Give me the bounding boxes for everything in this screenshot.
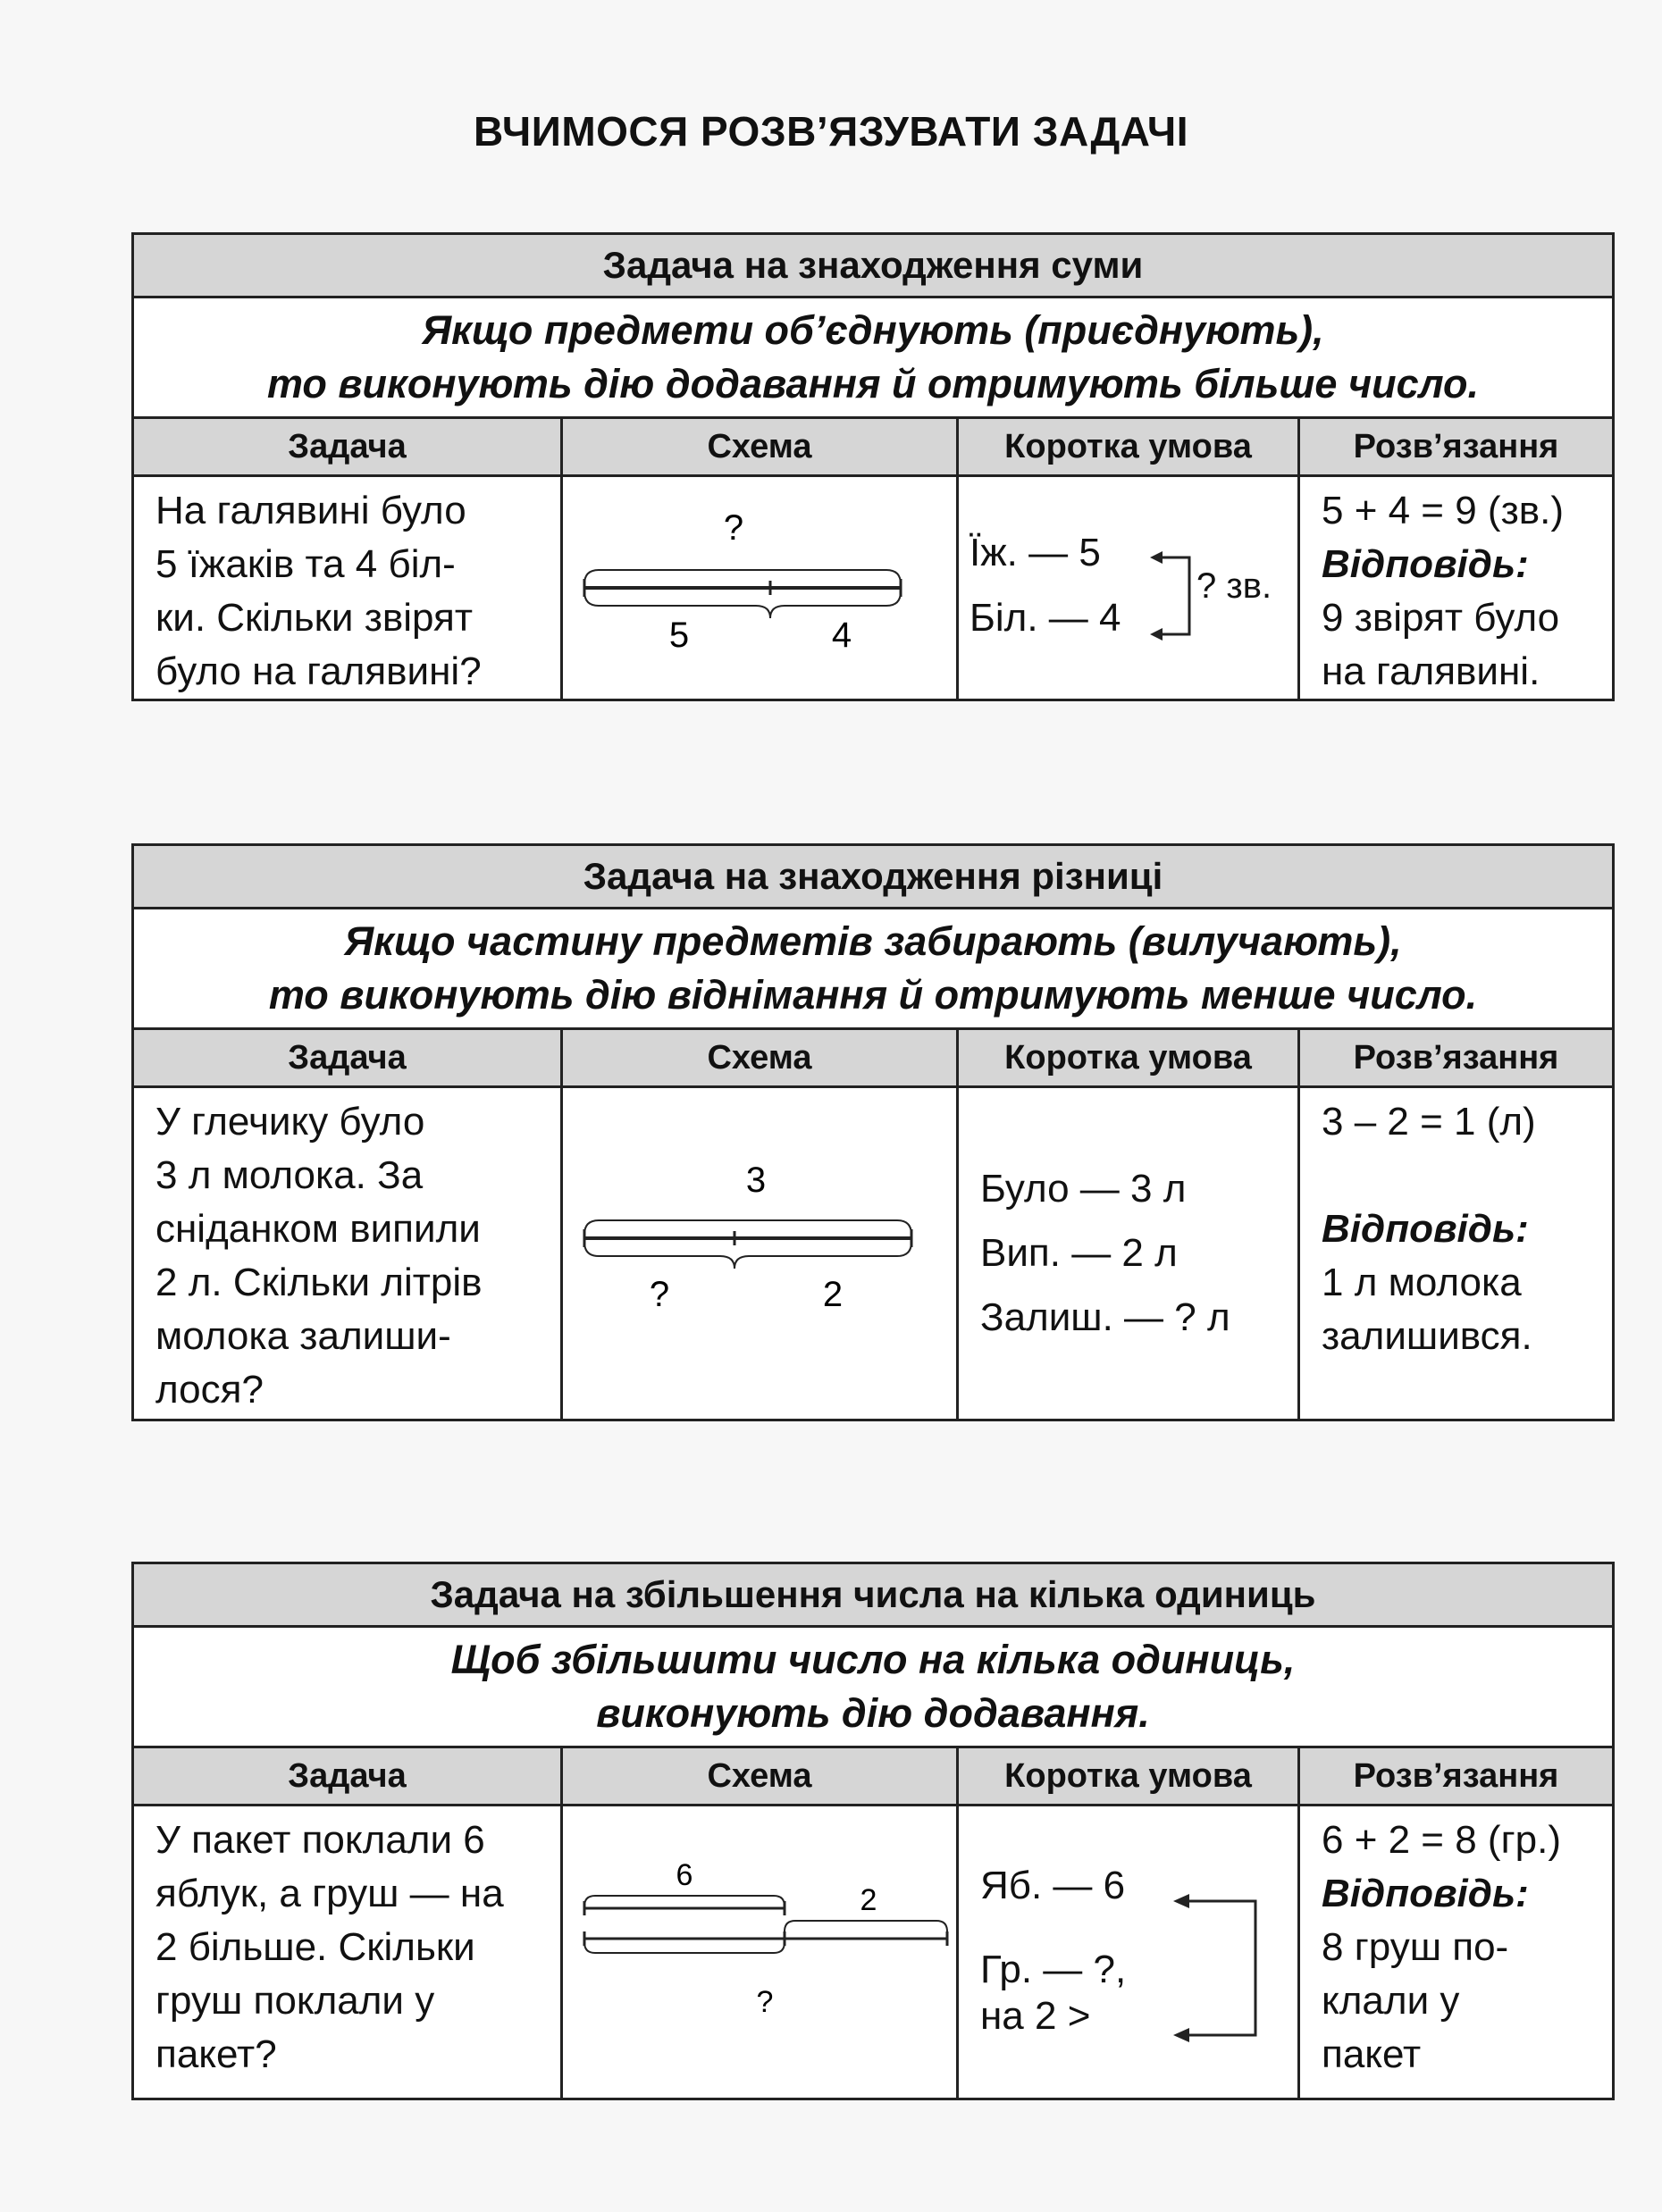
block-title: Задача на знаходження різниці [134,846,1612,909]
scheme-right-label: 2 [822,1275,844,1314]
cond-line: Біл. — 4 [970,596,1121,640]
answer-label: Відповідь: [1322,1872,1529,1915]
task-line: було на галявині? [155,649,482,693]
block-title: Задача на збільшення числа на кілька одиниць [134,1564,1612,1628]
task-line: молока залиши- [155,1314,451,1358]
scheme-bottom-label: ? [756,1985,774,2019]
task-line: У глечику було [155,1100,425,1144]
task-line: 2 більше. Скільки [155,1925,475,1969]
column-headers [134,419,1612,477]
increase-task-block [131,1562,1615,2100]
task-text [134,1088,563,1419]
sum-task-block [131,232,1615,701]
segment-scheme [563,1088,956,1419]
cond-line: Вип. — 2 л [980,1231,1178,1275]
rule-line: Щоб збільшити число на кілька одиниць, [450,1637,1296,1682]
cond-line: Було — 3 л [980,1167,1187,1211]
short-condition [959,477,1300,699]
rule-line: то виконують дію віднімання й отримують менше число. [268,972,1478,1018]
short-condition [959,1088,1300,1419]
rule-line: Якщо частину предметів забирають (вилучають), [344,918,1402,964]
col-solution: Розв’язання [1353,428,1559,465]
col-task: Задача [134,419,563,474]
cond-line: Їж. — 5 [970,531,1101,574]
difference-task-block [131,843,1615,1421]
task-line: У пакет поклали 6 [155,1818,485,1862]
cond-line: Залиш. — ? л [980,1295,1230,1339]
solution-cell [1300,1806,1612,2098]
task-line: ки. Скільки звірят [155,596,474,640]
solution-expr: 6 + 2 = 8 (гр.) [1322,1818,1561,1862]
block-title: Задача на знаходження суми [134,235,1612,298]
rule-line: Якщо предмети об’єднують (приєднують), [422,307,1324,353]
col-short: Коротка умова [959,1748,1300,1804]
segment-scheme [563,1806,956,2098]
task-line: 3 л молока. За [155,1153,424,1197]
answer-line: клали у [1322,1979,1460,2023]
col-solution: Розв’язання [1353,1039,1559,1077]
task-line: 2 л. Скільки літрів [155,1261,483,1304]
answer-line: на галявині. [1322,649,1540,693]
answer-line: 8 груш по- [1322,1925,1509,1969]
short-condition [959,1806,1300,2098]
answer-label: Відповідь: [1322,542,1529,586]
bracket-arrow [1170,1878,1295,2057]
col-scheme: Схема [563,1748,959,1804]
answer-line: залишився. [1322,1314,1532,1358]
scheme-right-label: 4 [831,616,852,655]
scheme-left-label: 5 [668,616,690,655]
scheme-cell [563,1806,959,2098]
task-row [134,1806,1612,2098]
answer-label: Відповідь: [1322,1207,1529,1251]
answer-line: пакет [1322,2032,1422,2076]
solution-expr: 5 + 4 = 9 (зв.) [1322,489,1565,532]
rule-text [134,298,1612,419]
solution-cell [1300,1088,1612,1419]
task-line: пакет? [155,2032,277,2076]
cond-line: Яб. — 6 [980,1864,1126,1907]
task-line: сніданком випили [155,1207,481,1251]
scheme-top-right-label: 2 [860,1883,877,1917]
segment-scheme [563,477,956,699]
rule-line: то виконують дію додавання й отримують більше число. [266,361,1480,406]
scheme-top-label: 3 [745,1160,767,1200]
scheme-cell [563,1088,959,1419]
cond-line: на 2 > [980,1994,1091,2038]
task-line: яблук, а груш — на [155,1872,504,1915]
rule-text [134,1628,1612,1748]
solution-cell [1300,477,1612,699]
column-headers [134,1030,1612,1088]
task-line: 5 їжаків та 4 біл- [155,542,456,586]
scheme-top-left-label: 6 [676,1858,693,1892]
col-short: Коротка умова [959,1030,1300,1085]
rule-text [134,909,1612,1030]
answer-line: 1 л молока [1322,1261,1522,1304]
scheme-left-label: ? [649,1275,670,1314]
task-line: На галявині було [155,489,466,532]
rule-line: виконують дію додавання. [596,1690,1150,1736]
task-row [134,1088,1612,1419]
task-text [134,1806,563,2098]
col-task: Задача [134,1748,563,1804]
cond-question: ? зв. [1196,566,1272,606]
cond-line: Гр. — ?, [980,1948,1127,1991]
solution-expr: 3 – 2 = 1 (л) [1322,1100,1536,1144]
task-line: лося? [155,1368,264,1412]
scheme-cell [563,477,959,699]
col-scheme: Схема [563,1030,959,1085]
task-text [134,477,563,699]
col-short: Коротка умова [959,419,1300,474]
task-line: груш поклали у [155,1979,435,2023]
page-title: ВЧИМОСЯ РОЗВ’ЯЗУВАТИ ЗАДАЧІ [473,108,1189,155]
scheme-top-label: ? [723,508,744,548]
task-row [134,477,1612,699]
column-headers [134,1748,1612,1806]
col-scheme: Схема [563,419,959,474]
col-solution: Розв’язання [1353,1757,1559,1795]
answer-line: 9 звірят було [1322,596,1560,640]
col-task: Задача [134,1030,563,1085]
